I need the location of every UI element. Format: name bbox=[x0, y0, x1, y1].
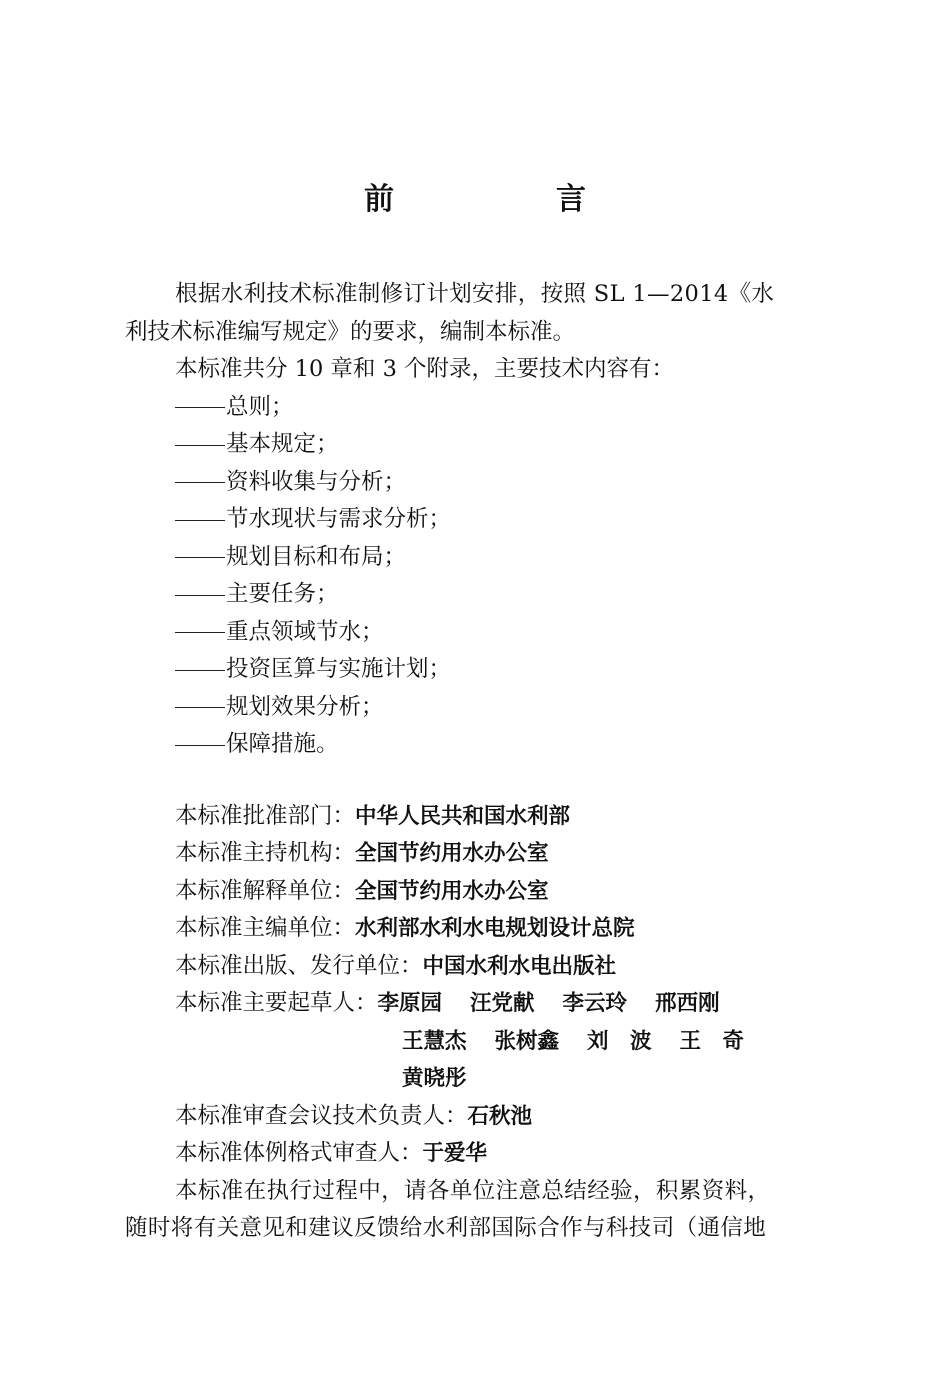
list-item bbox=[125, 464, 837, 502]
dash-mark bbox=[175, 407, 225, 408]
drafter-name: 王 奇 bbox=[679, 1028, 745, 1054]
editor-label: 本标准主编单位： bbox=[175, 915, 356, 941]
list-item-text: 资料收集与分析； bbox=[226, 468, 407, 495]
drafter-name: 汪党献 bbox=[470, 991, 535, 1016]
closing-paragraph-line-1: 本标准在执行过程中，请各单位注意总结经验，积累资料， bbox=[175, 1177, 771, 1204]
drafter-name: 李云玲 bbox=[562, 991, 628, 1016]
page-title: 前 言 bbox=[364, 182, 652, 217]
list-item bbox=[125, 614, 837, 652]
approval-label: 本标准批准部门： bbox=[175, 802, 356, 829]
dash-mark bbox=[175, 445, 225, 446]
dash-mark bbox=[175, 482, 225, 483]
list-item-text: 保障措施。 bbox=[226, 731, 339, 757]
publisher-label: 本标准出版、发行单位： bbox=[175, 952, 423, 979]
drafters-row bbox=[125, 985, 837, 1023]
list-item-text: 节水现状与需求分析； bbox=[226, 506, 452, 532]
host-label: 本标准主持机构： bbox=[175, 840, 356, 866]
intro-paragraph-line-2: 利技术标准编写规定》的要求，编制本标准。 bbox=[125, 318, 576, 345]
contents-intro: 本标准共分 10 章和 3 个附录，主要技术内容有： bbox=[175, 356, 675, 382]
drafter-name: 王慧杰 bbox=[402, 1028, 467, 1054]
dash-mark bbox=[175, 520, 225, 521]
dash-mark bbox=[175, 745, 225, 746]
tech-lead-label: 本标准审查会议技术负责人： bbox=[175, 1102, 468, 1129]
list-item-text: 总则； bbox=[226, 393, 294, 420]
approval-row bbox=[125, 798, 837, 836]
contents-list bbox=[125, 389, 837, 764]
drafter-name: 李原园 bbox=[377, 991, 443, 1016]
list-item-text: 主要任务； bbox=[226, 581, 339, 607]
publisher-row bbox=[125, 948, 837, 986]
list-item bbox=[125, 389, 837, 427]
drafter-name: 张树鑫 bbox=[494, 1028, 560, 1054]
dash-mark bbox=[175, 632, 225, 633]
list-item-text: 规划目标和布局； bbox=[226, 543, 407, 570]
list-item bbox=[125, 651, 837, 689]
tech-lead-value: 石秋池 bbox=[467, 1103, 533, 1129]
drafters-row-continued bbox=[125, 1060, 837, 1098]
drafter-name: 刘 波 bbox=[587, 1028, 652, 1054]
format-reviewer-row bbox=[125, 1135, 837, 1173]
document-body bbox=[125, 276, 837, 1248]
host-value: 全国节约用水办公室 bbox=[355, 841, 549, 866]
dash-mark bbox=[175, 670, 225, 671]
list-item bbox=[125, 501, 837, 539]
closing-paragraph-line-2: 随时将有关意见和建议反馈给水利部国际合作与科技司（通信地 bbox=[125, 1215, 767, 1241]
interpret-row bbox=[125, 873, 837, 911]
editor-row bbox=[125, 910, 837, 948]
list-item bbox=[125, 726, 837, 764]
interpret-value: 全国节约用水办公室 bbox=[355, 878, 549, 904]
drafter-name: 邢西刚 bbox=[655, 991, 720, 1016]
editor-value: 水利部水利水电规划设计总院 bbox=[355, 916, 635, 941]
format-reviewer-label: 本标准体例格式审查人： bbox=[175, 1140, 423, 1166]
list-item-text: 基本规定； bbox=[226, 431, 339, 457]
list-item-text: 投资匡算与实施计划； bbox=[226, 656, 452, 682]
list-item bbox=[125, 539, 837, 577]
list-item bbox=[125, 426, 837, 464]
intro-paragraph-line-1: 根据水利技术标准制修订计划安排，按照 SL 1—2014《水 bbox=[175, 281, 775, 307]
publisher-value: 中国水利水电出版社 bbox=[422, 953, 617, 979]
tech-lead-row bbox=[125, 1098, 837, 1136]
dash-mark bbox=[175, 595, 225, 596]
list-item bbox=[125, 689, 837, 727]
drafters-label: 本标准主要起草人： bbox=[175, 990, 378, 1016]
list-item bbox=[125, 576, 837, 614]
approval-value: 中华人民共和国水利部 bbox=[355, 803, 571, 829]
dash-mark bbox=[175, 557, 225, 558]
drafters-row-continued bbox=[125, 1023, 837, 1061]
list-item-text: 规划效果分析； bbox=[226, 693, 384, 720]
drafter-name: 黄晓彤 bbox=[402, 1066, 467, 1091]
list-item-text: 重点领域节水； bbox=[226, 618, 384, 645]
format-reviewer-value: 于爱华 bbox=[422, 1141, 488, 1166]
host-row bbox=[125, 835, 837, 873]
section-spacer bbox=[125, 764, 837, 798]
dash-mark bbox=[175, 707, 225, 708]
interpret-label: 本标准解释单位： bbox=[175, 877, 356, 904]
